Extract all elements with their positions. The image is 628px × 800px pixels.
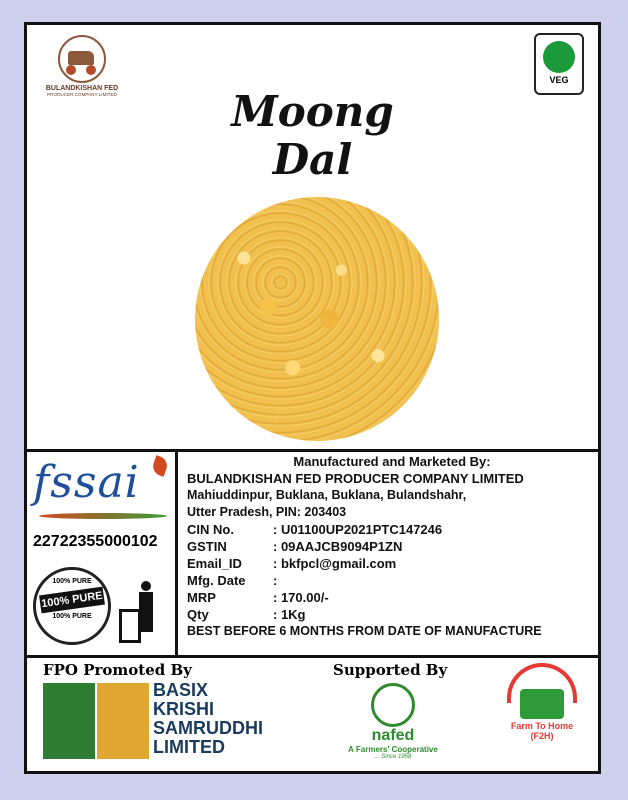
house-icon (520, 689, 564, 719)
basix-logo-orange (97, 683, 149, 759)
field-key: GSTIN (187, 539, 227, 554)
field-key: Mfg. Date (187, 573, 246, 588)
leaf-icon (150, 455, 169, 477)
basix-line: LIMITED (153, 737, 225, 757)
brand-logo (43, 35, 121, 97)
field-row (187, 572, 597, 589)
field-value: : bkfpcl@gmail.com (273, 556, 397, 571)
dustbin-icon (117, 581, 167, 645)
fssai-logo (33, 457, 171, 527)
field-value: : (273, 573, 278, 588)
veg-dot-icon (543, 41, 575, 73)
pure-seal (33, 567, 111, 645)
field-key: MRP (187, 590, 216, 605)
address-line2: Utter Pradesh, PIN: 203403 (187, 505, 347, 519)
pure-seal-bottom: 100% PURE (52, 613, 92, 620)
field-value: : U01100UP2021PTC147246 (273, 522, 443, 537)
brand-subtitle: PRODUCER COMPANY LIMITED (47, 92, 117, 97)
best-before: BEST BEFORE 6 MONTHS FROM DATE OF MANUFACTURE (187, 624, 542, 638)
fssai-license-number: 22722355000102 (33, 533, 158, 550)
manufacturer-info (187, 453, 597, 640)
field-key: CIN No. (187, 522, 234, 537)
field-value: : 170.00/- (273, 590, 329, 605)
veg-label: VEG (549, 75, 569, 85)
field-row (187, 589, 597, 606)
field-row (187, 521, 597, 538)
nafed-name: nafed (371, 727, 415, 744)
label-top-section (27, 25, 598, 452)
moong-dal-image (195, 197, 439, 441)
manufacturer-heading: Manufactured and Marketed By: (293, 454, 491, 469)
basix-line: KRISHI (153, 699, 215, 719)
product-label (24, 22, 601, 774)
field-row (187, 606, 597, 623)
product-title-line1: Moong (231, 87, 394, 136)
pure-seal-center: 100% PURE (39, 587, 105, 614)
certification-column (27, 449, 178, 655)
basix-line: SAMRUDDHI (153, 718, 263, 738)
basix-name (153, 681, 263, 757)
nafed-logo (345, 683, 441, 760)
f2h-abbr: (F2H) (530, 731, 554, 741)
fssai-logo-text: fssai (33, 457, 140, 508)
farm-to-home-logo (497, 663, 587, 741)
field-row (187, 555, 597, 572)
field-key: Qty (187, 607, 209, 622)
supported-title: Supported By (333, 661, 448, 679)
f2h-name: Farm To Home (510, 721, 574, 731)
company-name: BULANDKISHAN FED PRODUCER COMPANY LIMITED (187, 471, 524, 486)
fpo-title: FPO Promoted By (43, 661, 192, 679)
field-value: : 1Kg (273, 607, 306, 622)
address-line1: Mahiuddinpur, Buklana, Buklana, Bulandshahr, (187, 488, 467, 502)
tractor-icon (58, 35, 106, 83)
field-row (187, 538, 597, 555)
brand-name: BULANDKISHAN FED (45, 85, 119, 92)
nafed-tagline: A Farmers' Cooperative (348, 745, 438, 754)
veg-mark (534, 33, 584, 95)
label-footer (27, 655, 598, 771)
basix-logo-green (43, 683, 95, 759)
field-key: Email_ID (187, 556, 242, 571)
field-value: : 09AAJCB9094P1ZN (273, 539, 403, 554)
nafed-since: ... Since 1958 (374, 754, 412, 760)
nafed-emblem-icon (371, 683, 415, 727)
label-info-section (27, 449, 598, 658)
pure-seal-top: 100% PURE (52, 578, 92, 585)
product-title-line2: Dal (272, 135, 353, 184)
basix-line: BASIX (153, 680, 209, 700)
